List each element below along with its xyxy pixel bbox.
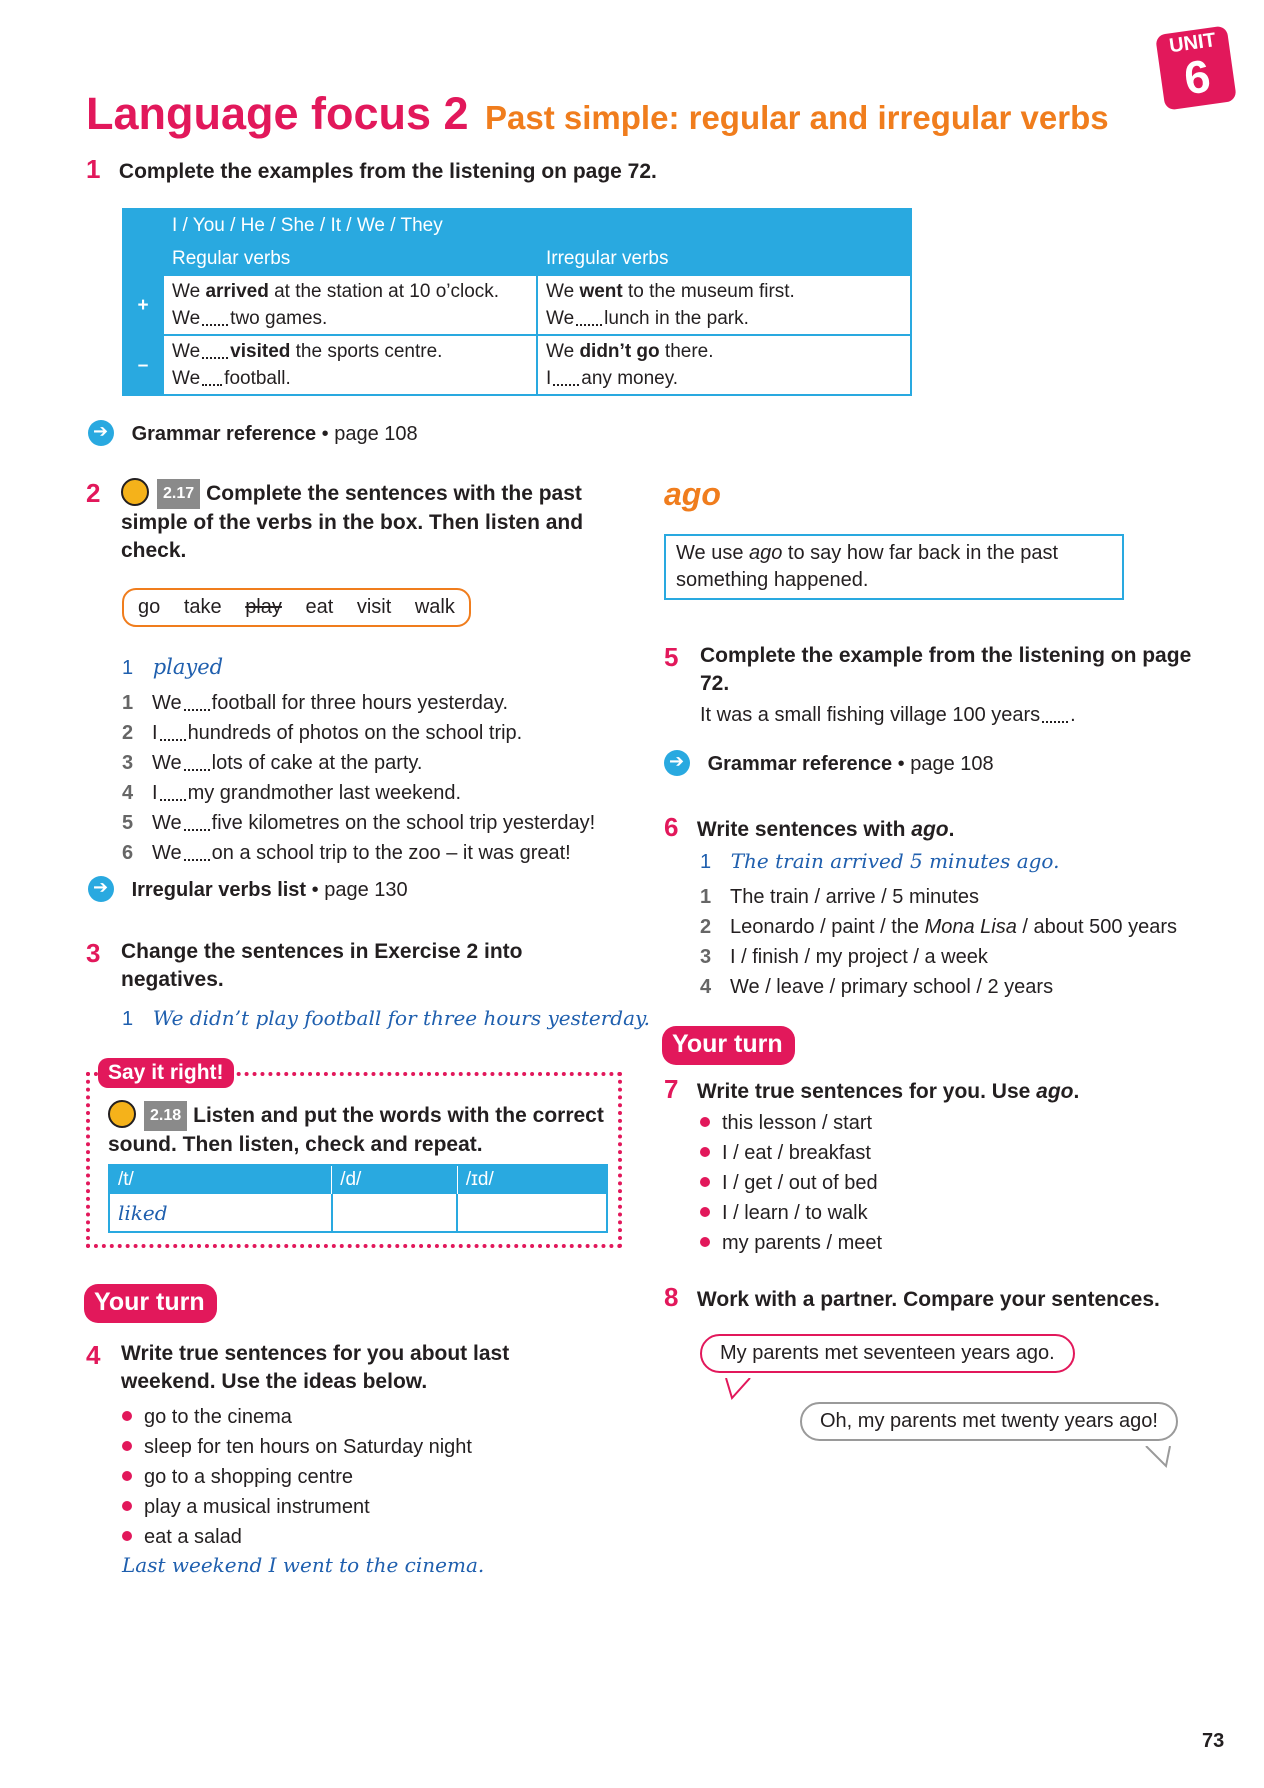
grammar-reference-link-1[interactable]: ➔ Grammar reference • page 108 [88,420,418,446]
sound-cell[interactable] [457,1194,607,1232]
ex2-header [86,478,626,565]
cell-irregular-positive: We went to the museum first. We lunch in the park. [537,275,911,335]
ex7-header [664,1074,1079,1106]
list-item: 1 The train / arrive / 5 minutes [700,886,979,908]
your-turn-right: Your turn [662,1026,795,1065]
audio-speaker-icon[interactable] [108,1100,140,1128]
list-item: 1 We football for three hours yesterday. [122,692,509,714]
ago-rule-box: We use ago to say how far back in the past something happened. [664,534,1124,600]
answer-gap[interactable] [202,347,228,359]
grammar-table [122,208,912,396]
word-box-item: play [245,596,282,618]
irregular-verbs-link[interactable]: ➔ Irregular verbs list • page 130 [88,876,408,902]
ex2-example: 1 played [122,655,224,679]
answer-gap[interactable] [553,374,579,386]
ex6-example: 1 The train arrived 5 minutes ago. [700,849,1060,873]
ex2-list [122,688,595,868]
audio-track-number: 2.18 [144,1101,187,1131]
answer-gap[interactable] [576,314,602,326]
speech-bubble-2-tail [1144,1446,1174,1470]
list-item: go to the cinema [122,1402,484,1432]
ex1-instruction: Complete the examples from the listening on page 72. [118,160,657,183]
audio-speaker-icon[interactable] [121,478,153,506]
ex7-number: 7 [664,1074,679,1104]
ex3-instruction: Change the sentences in Exercise 2 into negatives. [121,940,523,991]
word-box-item: visit [356,596,392,618]
answer-gap[interactable] [202,314,228,326]
your-turn-left: Your turn [84,1284,217,1323]
word-box-item: eat [305,596,334,618]
sound-col-id: /ɪd/ [465,1169,494,1190]
ex3-header [86,938,566,994]
ex3-number: 3 [86,938,101,968]
answer-gap[interactable] [160,729,186,741]
list-item: 2 I hundreds of photos on the school trip. [122,722,523,744]
list-item: this lesson / start [700,1108,882,1138]
ex6-header [664,812,954,844]
ex6-instruction: Write sentences with ago. [696,818,955,841]
word-box-item: take [183,596,222,618]
ex4-instruction: Write true sentences for you about last weekend. Use the ideas below. [121,1342,510,1393]
cell-regular-negative: We visited the sports centre. We football. [163,335,537,395]
arrow-right-icon [664,750,690,776]
list-item: 4 I my grandmother last weekend. [122,782,462,804]
ex4-list [122,1402,484,1578]
sound-cell[interactable]: liked [109,1194,332,1232]
audio-track-number: 2.17 [157,479,200,509]
word-box-item: walk [414,596,455,618]
arrow-right-icon [88,420,114,446]
title-sub: Past simple: regular and irregular verbs [485,99,1109,136]
ex8-header [664,1282,1160,1314]
answer-gap[interactable] [184,849,210,861]
unit-label: UNIT [1167,29,1218,58]
table-pronouns: I / You / He / She / It / We / They [163,209,911,242]
table-col-irregular: Irregular verbs [537,242,911,275]
ex2-instruction: Complete the sentences with the past simple of the verbs in the box. Then listen and check. [121,482,584,562]
word-box-item: go [138,596,161,618]
ex8-instruction: Work with a partner. Compare your sentences. [696,1288,1160,1311]
say-it-right-tag: Say it right! [98,1058,234,1088]
ex1-number: 1 [86,154,101,184]
list-item: go to a shopping centre [122,1462,484,1492]
list-item: I / learn / to walk [700,1198,882,1228]
list-item: 5 We five kilometres on the school trip yesterday! [122,812,596,834]
ex4-number: 4 [86,1340,101,1370]
unit-badge [1155,25,1237,110]
ex8-number: 8 [664,1282,679,1312]
grammar-reference-link-2[interactable]: ➔ Grammar reference • page 108 [664,750,994,776]
ex2-number: 2 [86,478,101,508]
ex3-example: 1 We didn’t play football for three hours yesterday. [122,1006,651,1030]
word-box [122,588,471,627]
speech-bubble-1: My parents met seventeen years ago. [700,1334,1075,1373]
list-item: 2 Leonardo / paint / the Mona Lisa / about 500 years [700,916,1177,938]
table-row-positive: + [123,275,163,335]
ex5-instruction: Complete the example from the listening on page 72. [700,644,1192,695]
sound-col-t: /t/ [109,1165,332,1194]
list-item: 6 We on a school trip to the zoo – it was great! [122,842,571,864]
list-item: 3 We lots of cake at the party. [122,752,423,774]
ago-heading: ago [664,476,721,512]
ex4-header [86,1340,566,1396]
list-item: I / get / out of bed [700,1168,882,1198]
arrow-right-icon [88,876,114,902]
unit-number: 6 [1180,49,1214,105]
answer-gap[interactable] [202,374,222,386]
answer-gap[interactable] [1042,711,1068,723]
page-title [86,88,1109,140]
ex6-list [700,882,1177,1002]
table-row-negative: – [123,335,163,395]
ex5-sentence: It was a small fishing village 100 years . [700,704,1076,726]
cell-irregular-negative: We didn’t go there. I any money. [537,335,911,395]
list-item: eat a salad [122,1522,484,1552]
ex5-header [664,642,1204,698]
speech-bubble-1-tail [724,1378,754,1402]
list-item: I / eat / breakfast [700,1138,882,1168]
answer-gap[interactable] [160,789,186,801]
sound-col-d: /d/ [332,1165,458,1194]
ex4-example: Last weekend I went to the cinema. [122,1553,485,1577]
title-main: Language focus 2 [86,88,469,139]
ex7-instruction: Write true sentences for you. Use ago. [696,1080,1080,1103]
ex7-list [700,1108,882,1258]
answer-gap[interactable] [184,759,210,771]
list-item: play a musical instrument [122,1492,484,1522]
list-item: 3 I / finish / my project / a week [700,946,988,968]
ex5-number: 5 [664,642,679,672]
list-item: sleep for ten hours on Saturday night [122,1432,484,1462]
sound-table [108,1164,608,1233]
answer-gap[interactable] [184,699,210,711]
speech-bubble-2: Oh, my parents met twenty years ago! [800,1402,1178,1441]
say-it-right-instruction: 2.18 Listen and put the words with the correct sound. Then listen, check and repeat. [108,1100,608,1159]
list-item: my parents / meet [700,1228,882,1258]
ex6-number: 6 [664,812,679,842]
ex1-header [86,154,657,186]
table-col-regular: Regular verbs [163,242,537,275]
page-number: 73 [1202,1730,1225,1752]
list-item: 4 We / leave / primary school / 2 years [700,976,1054,998]
answer-gap[interactable] [184,819,210,831]
cell-regular-positive: We arrived at the station at 10 o’clock. We two games. [163,275,537,335]
sound-cell[interactable] [332,1194,458,1232]
